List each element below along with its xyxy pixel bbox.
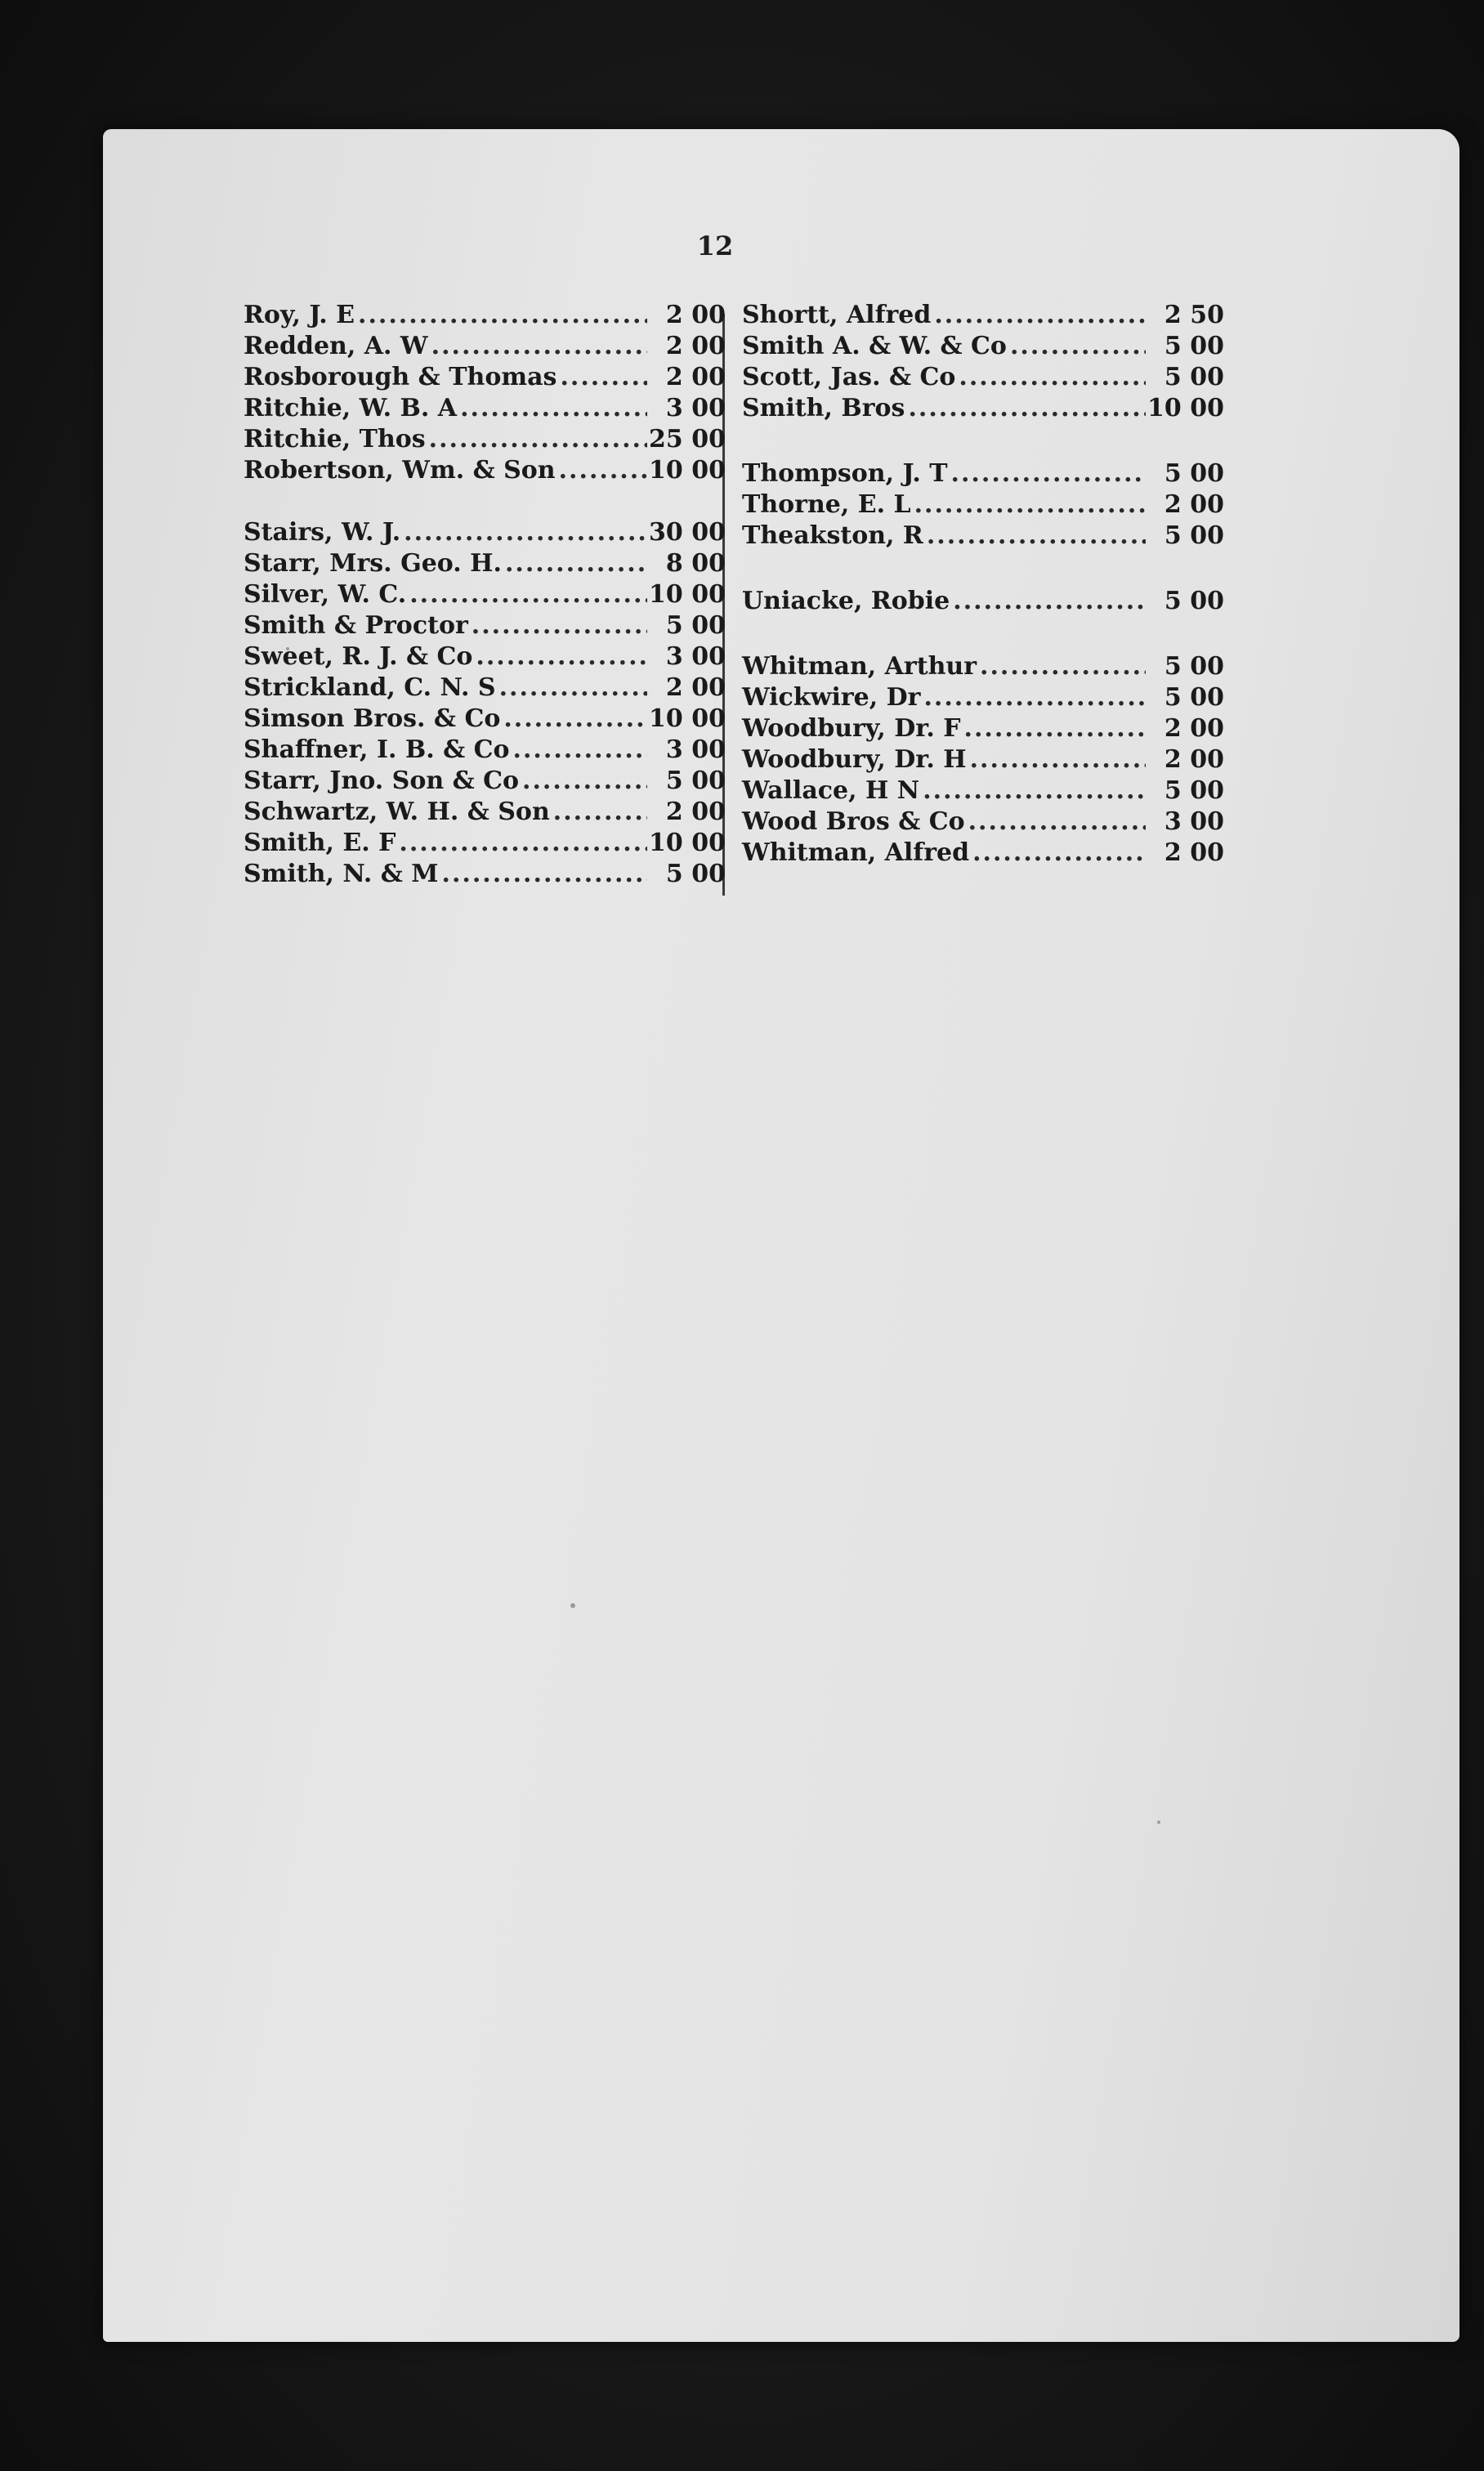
- subscription-amount: 2 00: [665, 798, 726, 826]
- dot-leader: [500, 704, 647, 733]
- dot-leader: [472, 642, 647, 671]
- list-item: [244, 332, 726, 363]
- list-item: [742, 459, 1224, 490]
- subscriber-name: Woodbury, Dr. H: [742, 745, 967, 774]
- list-item: [244, 798, 726, 829]
- dot-leader: [406, 580, 647, 609]
- subscriber-name: Rosborough & Thomas: [244, 363, 557, 391]
- subscriber-name: Roy, J. E: [244, 301, 355, 329]
- dot-leader: [1007, 332, 1146, 360]
- subscription-amount: 3 00: [665, 642, 726, 671]
- list-item: [742, 490, 1224, 521]
- subscription-amount: 3 00: [665, 394, 726, 422]
- dot-leader: [923, 521, 1146, 550]
- dot-leader: [967, 745, 1146, 774]
- list-item: [742, 332, 1224, 363]
- dot-leader: [955, 363, 1146, 391]
- subscription-amount: 30 00: [649, 518, 726, 547]
- dot-leader: [519, 766, 647, 795]
- subscription-amount: 5 00: [665, 860, 726, 888]
- subscription-amount: 5 00: [1164, 332, 1224, 360]
- subscriber-name: Whitman, Arthur: [742, 652, 977, 681]
- list-item: [244, 766, 726, 798]
- dot-leader: [355, 301, 647, 329]
- dot-leader: [502, 549, 647, 578]
- dot-leader: [919, 776, 1146, 805]
- dot-leader: [428, 332, 647, 360]
- dot-leader: [439, 860, 648, 888]
- subscriber-name: Redden, A. W: [244, 332, 428, 360]
- subscriber-name: Schwartz, W. H. & Son: [244, 798, 550, 826]
- dot-leader: [496, 673, 647, 702]
- dot-leader: [457, 394, 647, 422]
- subscriber-name: Silver, W. C.: [244, 580, 407, 609]
- subscription-amount: 5 00: [1164, 652, 1224, 681]
- subscription-amount: 2 50: [1164, 301, 1224, 329]
- dot-leader: [920, 683, 1146, 712]
- subscriber-name: Smith, N. & M: [244, 860, 439, 888]
- dot-leader: [965, 807, 1146, 836]
- list-item: [244, 704, 726, 735]
- subscription-amount: 5 00: [1164, 776, 1224, 805]
- subscription-amount: 2 00: [1164, 838, 1224, 867]
- list-item: [244, 394, 726, 425]
- subscription-amount: 3 00: [665, 735, 726, 764]
- subscription-amount: 3 00: [1164, 807, 1224, 836]
- list-item: [742, 521, 1224, 552]
- subscriber-name: Smith, Bros: [742, 394, 905, 422]
- subscription-amount: 2 00: [1164, 714, 1224, 743]
- subscriber-name: Starr, Mrs. Geo. H.: [244, 549, 502, 578]
- subscription-amount: 25 00: [649, 425, 726, 454]
- list-item: [742, 745, 1224, 776]
- dot-leader: [556, 363, 647, 391]
- subscription-amount: 2 00: [1164, 745, 1224, 774]
- subscription-amount: 5 00: [1164, 587, 1224, 615]
- subscriber-name: Thompson, J. T: [742, 459, 948, 488]
- list-item: [244, 735, 726, 766]
- subscriber-name: Wickwire, Dr: [742, 683, 921, 712]
- list-item: [244, 642, 726, 673]
- subscription-amount: 5 00: [1164, 459, 1224, 488]
- subscriber-name: Ritchie, Thos: [244, 425, 426, 454]
- section-gap: [742, 425, 1224, 459]
- list-item: [742, 683, 1224, 714]
- subscriber-name: Shaffner, I. B. & Co: [244, 735, 510, 764]
- subscription-amount: 10 00: [649, 456, 726, 485]
- list-item: [244, 829, 726, 860]
- dot-leader: [468, 611, 647, 640]
- subscription-amount: 10 00: [1147, 394, 1224, 422]
- subscription-amount: 2 00: [1164, 490, 1224, 519]
- subscription-amount: 10 00: [649, 704, 726, 733]
- dot-leader: [510, 735, 647, 764]
- subscription-amount: 5 00: [1164, 363, 1224, 391]
- left-column: [244, 301, 726, 891]
- dot-leader: [969, 838, 1146, 867]
- subscriber-name: Woodbury, Dr. F: [742, 714, 961, 743]
- subscriber-name: Scott, Jas. & Co: [742, 363, 956, 391]
- subscription-amount: 10 00: [649, 580, 726, 609]
- list-item: [244, 580, 726, 611]
- subscription-amount: 2 00: [665, 363, 726, 391]
- subscriber-name: Uniacke, Robie: [742, 587, 950, 615]
- subscriber-name: Thorne, E. L: [742, 490, 911, 519]
- subscription-amount: 2 00: [665, 673, 726, 702]
- list-item: [742, 776, 1224, 807]
- section-gap: [244, 487, 726, 518]
- list-item: [244, 611, 726, 642]
- subscriber-name: Wallace, H N: [742, 776, 920, 805]
- subscription-amount: 2 00: [665, 332, 726, 360]
- list-item: [742, 838, 1224, 869]
- list-item: [742, 807, 1224, 838]
- list-item: [244, 456, 726, 487]
- subscriber-name: Smith, E. F: [244, 829, 396, 857]
- subscriber-name: Sweet, R. J. & Co: [244, 642, 473, 671]
- list-item: [244, 363, 726, 394]
- list-item: [742, 714, 1224, 745]
- dot-leader: [905, 394, 1146, 422]
- right-column: [742, 301, 1224, 869]
- dot-leader: [950, 587, 1146, 615]
- list-item: [244, 425, 726, 456]
- list-item: [742, 587, 1224, 618]
- section-gap: [742, 552, 1224, 587]
- dot-leader: [911, 490, 1146, 519]
- subscription-amount: 5 00: [1164, 521, 1224, 550]
- paper-speck: [570, 1603, 575, 1608]
- subscription-amount: 5 00: [665, 611, 726, 640]
- dot-leader: [931, 301, 1146, 329]
- dot-leader: [396, 829, 647, 857]
- subscriber-name: Ritchie, W. B. A: [244, 394, 458, 422]
- subscriber-name: Smith A. & W. & Co: [742, 332, 1007, 360]
- dot-leader: [400, 518, 647, 547]
- list-item: [742, 301, 1224, 332]
- subscriber-name: Starr, Jno. Son & Co: [244, 766, 520, 795]
- list-item: [742, 394, 1224, 425]
- subscriber-name: Theakston, R: [742, 521, 923, 550]
- dot-leader: [556, 456, 647, 485]
- list-item: [742, 363, 1224, 394]
- subscriber-name: Wood Bros & Co: [742, 807, 965, 836]
- subscriber-name: Simson Bros. & Co: [244, 704, 501, 733]
- list-item: [742, 652, 1224, 683]
- dot-leader: [977, 652, 1146, 681]
- dot-leader: [426, 425, 647, 454]
- dot-leader: [961, 714, 1146, 743]
- subscription-amount: 8 00: [665, 549, 726, 578]
- subscriber-name: Strickland, C. N. S: [244, 673, 496, 702]
- subscription-amount: 5 00: [1164, 683, 1224, 712]
- page-number: 12: [696, 230, 734, 261]
- subscriber-name: Whitman, Alfred: [742, 838, 970, 867]
- paper-speck: [1157, 1821, 1160, 1824]
- list-item: [244, 518, 726, 549]
- dot-leader: [948, 459, 1146, 488]
- subscriber-name: Robertson, Wm. & Son: [244, 456, 556, 485]
- subscription-amount: 10 00: [649, 829, 726, 857]
- dot-leader: [550, 798, 647, 826]
- list-item: [244, 860, 726, 891]
- subscriber-name: Stairs, W. J.: [244, 518, 401, 547]
- list-item: [244, 673, 726, 704]
- subscription-amount: 2 00: [665, 301, 726, 329]
- subscription-amount: 5 00: [665, 766, 726, 795]
- section-gap: [742, 618, 1224, 652]
- subscriber-name: Shortt, Alfred: [742, 301, 932, 329]
- list-item: [244, 301, 726, 332]
- subscriber-name: Smith & Proctor: [244, 611, 468, 640]
- list-item: [244, 549, 726, 580]
